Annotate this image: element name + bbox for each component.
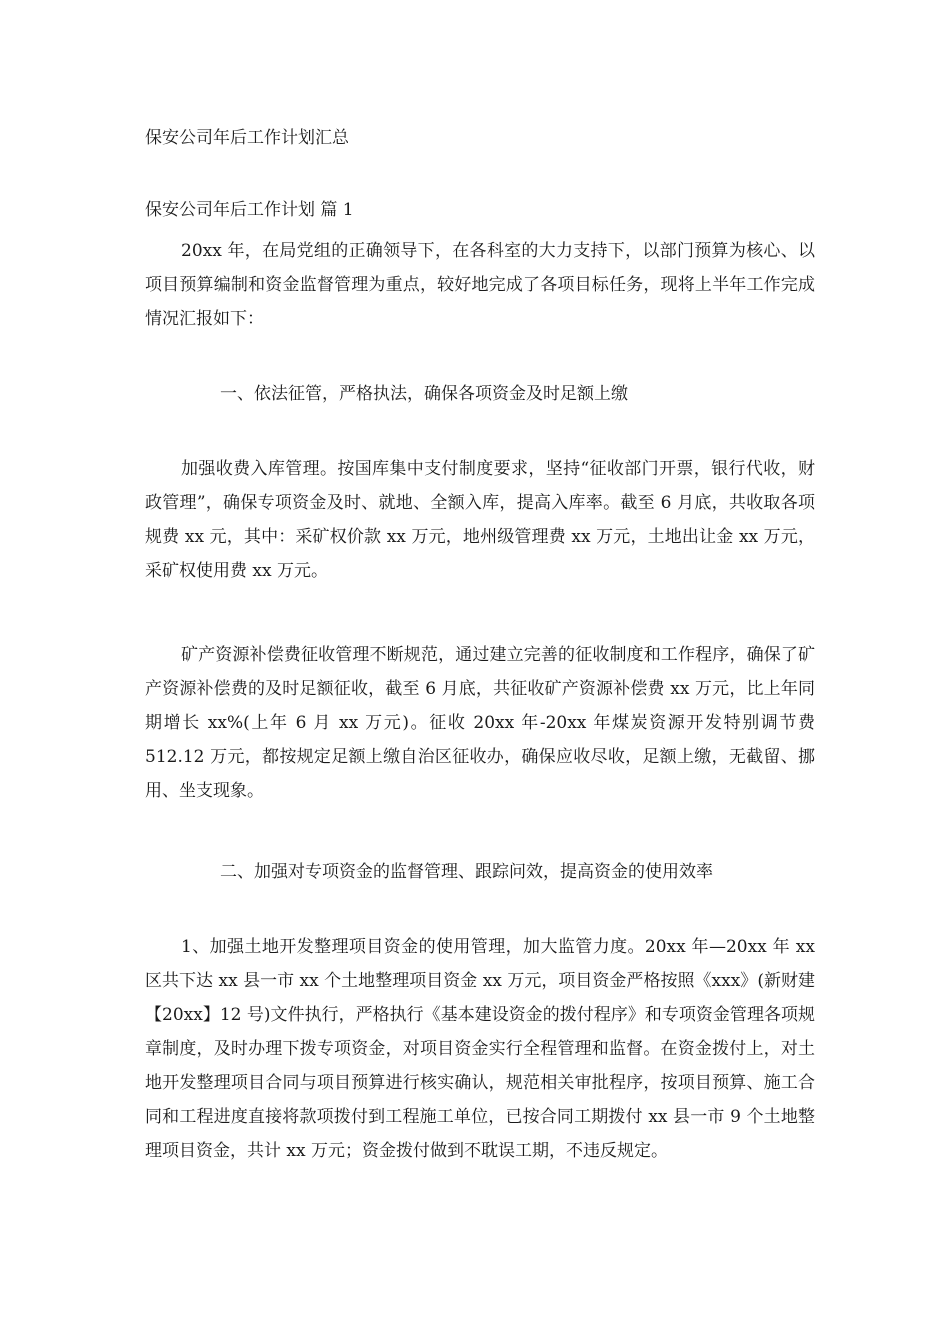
paragraph-land-fund-management: 1、加强土地开发整理项目资金的使用管理，加大监管力度。20xx 年—20xx 年 xx 区共下达 xx 县一市 xx 个土地整理项目资金 xx 万元，项目资金严格按照《xxx》(新财建【20xx】12 号)文件执行，严格执行《基本建设资金的拨付程序》和专项资金管理各项规章制度，及时办理下拨专项资金，对项目资金实行全程管理和监督。在资金拨付上，对土地开发整理项目合同与项目预算进行核实确认，规范相关审批程序，按项目预算、施工合同和工程进度直接将款项拨付到工程施工单位，已按合同工期拨付 xx 县一市 9 个土地整理项目资金，共计 xx 万元；资金拨付做到不耽误工期，不违反规定。 (145, 937, 815, 1161)
heading-one: 一、依法征管，严格执法，确保各项资金及时足额上缴 (220, 384, 628, 404)
paragraph-revenue-management: 加强收费入库管理。按国库集中支付制度要求，坚持“征收部门开票，银行代收，财政管理”，确保专项资金及时、就地、全额入库，提高入库率。截至 6 月底，共收取各项规费 xx 元，其中：采矿权价款 xx 万元，地州级管理费 xx 万元，土地出让金 xx 万元，采矿权使用费 xx 万元。 (145, 459, 815, 581)
heading-two: 二、加强对专项资金的监督管理、跟踪问效，提高资金的使用效率 (220, 862, 713, 882)
paragraph-mineral-compensation: 矿产资源补偿费征收管理不断规范，通过建立完善的征收制度和工作程序，确保了矿产资源补偿费的及时足额征收，截至 6 月底，共征收矿产资源补偿费 xx 万元，比上年同期增长 xx%(上年 6 月 xx 万元)。征收 20xx 年-20xx 年煤炭资源开发特别调节费 512.12 万元，都按规定足额上缴自治区征收办，确保应收尽收，足额上缴，无截留、挪用、坐支现象。 (145, 645, 815, 801)
document-title: 保安公司年后工作计划汇总 (145, 128, 349, 148)
section-title: 保安公司年后工作计划 篇 1 (145, 200, 354, 220)
intro-paragraph: 20xx 年，在局党组的正确领导下，在各科室的大力支持下，以部门预算为核心、以项目预算编制和资金监督管理为重点，较好地完成了各项目标任务，现将上半年工作完成情况汇报如下： (145, 241, 815, 329)
